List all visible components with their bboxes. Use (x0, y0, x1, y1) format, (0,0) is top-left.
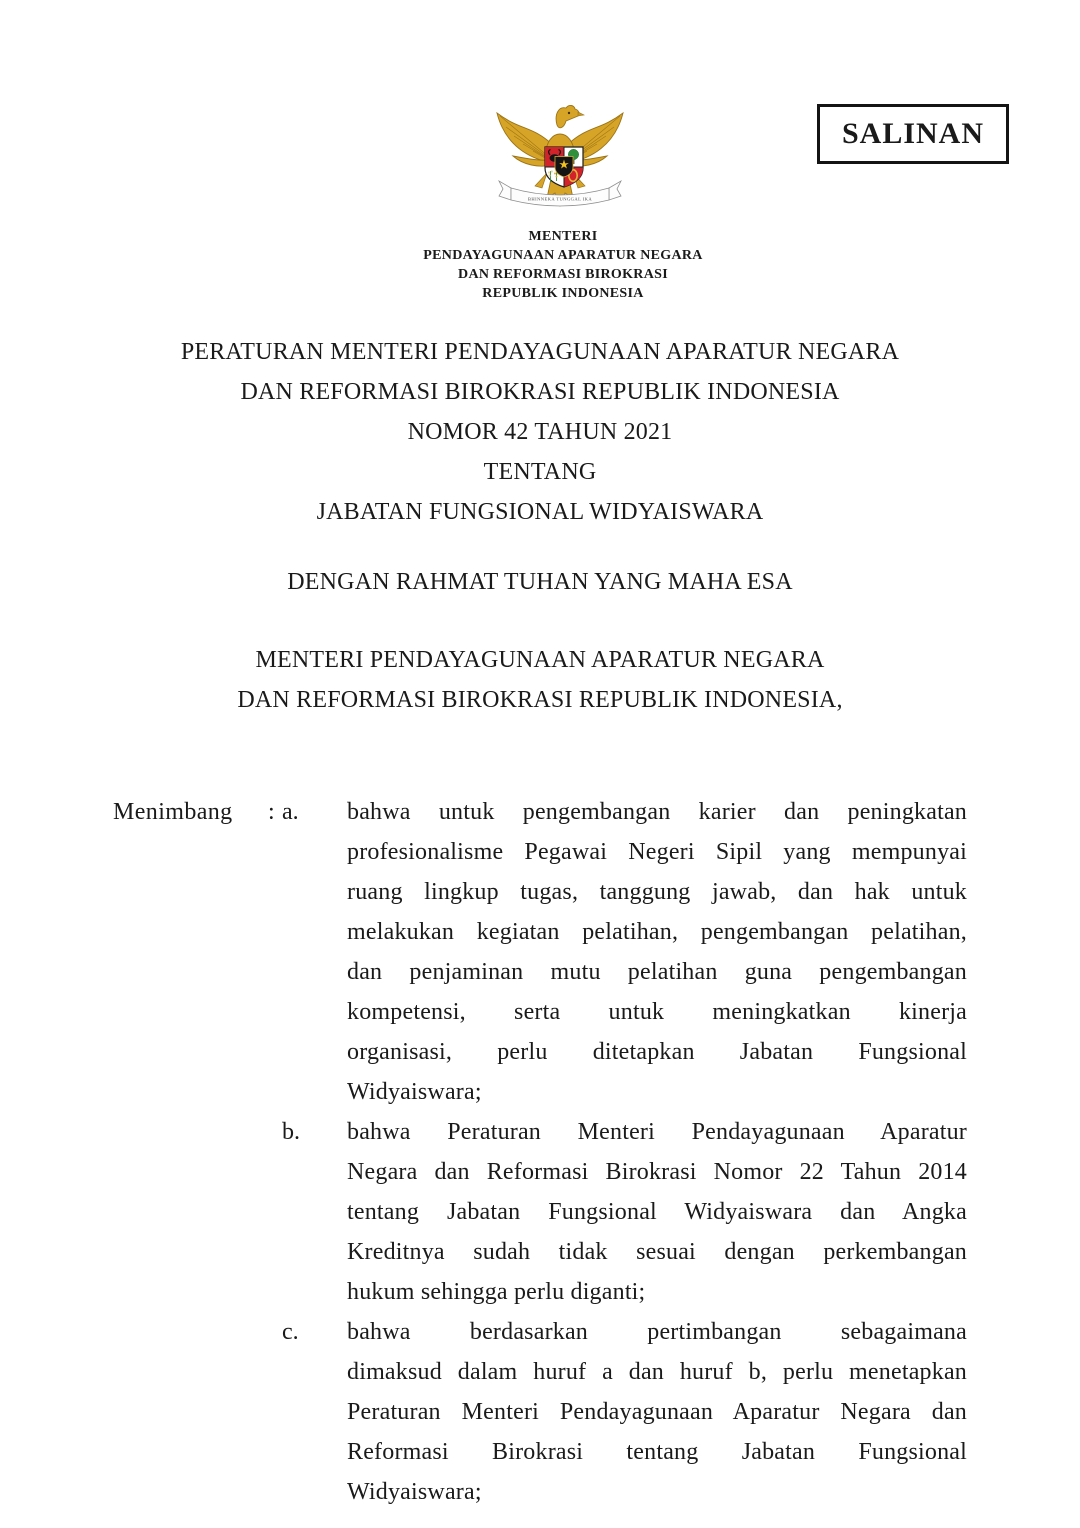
item-letter: b. (282, 1119, 300, 1145)
salinan-stamp (817, 104, 1009, 164)
item-text (347, 1312, 967, 1512)
text-line: melakukan kegiatan pelatihan, pengembangan pelatihan, (347, 919, 967, 945)
regulation-title (0, 332, 1080, 532)
text-line: Widyaiswara; (347, 1079, 482, 1105)
garuda-pancasila-icon (495, 101, 625, 213)
text-line: NOMOR 42 TAHUN 2021 (407, 419, 673, 445)
considering-colon: : (268, 799, 275, 825)
text-line: dimaksud dalam huruf a dan huruf b, perlu menetapkan (347, 1359, 967, 1385)
text-line: PENDAYAGUNAAN APARATUR NEGARA (423, 248, 703, 263)
text-line: MENTERI PENDAYAGUNAAN APARATUR NEGARA (255, 647, 825, 673)
text-line: DAN REFORMASI BIROKRASI (458, 267, 668, 282)
text-line: profesionalisme Pegawai Negeri Sipil yang mempunyai (347, 839, 967, 865)
text-line: dan penjaminan mutu pelatihan guna pengembangan (347, 959, 967, 985)
text-line: TENTANG (483, 459, 597, 485)
invocation-line: DENGAN RAHMAT TUHAN YANG MAHA ESA (287, 569, 793, 595)
text-line: bahwa Peraturan Menteri Pendayagunaan Aparatur (347, 1119, 967, 1145)
considering-items (282, 792, 967, 1512)
ministry-letterhead (63, 227, 1063, 303)
text-line: tentang Jabatan Fungsional Widyaiswara dan Angka (347, 1199, 967, 1225)
considering-label: Menimbang (113, 799, 233, 825)
garuda-pancasila-emblem (495, 101, 625, 213)
considering-item-b (282, 1112, 967, 1312)
text-line: ruang lingkup tugas, tanggung jawab, dan hak untuk (347, 879, 967, 905)
garuda-head (556, 105, 584, 127)
considering-section (113, 792, 967, 1512)
text-line: Widyaiswara; (347, 1479, 482, 1505)
authority-block (0, 640, 1080, 720)
item-letter: a. (282, 799, 299, 825)
text-line: REPUBLIK INDONESIA (482, 286, 644, 301)
text-line: bahwa untuk pengembangan karier dan peningkatan (347, 799, 967, 825)
text-line: Peraturan Menteri Pendayagunaan Aparatur Negara dan (347, 1399, 967, 1425)
text-line: kompetensi, serta untuk meningkatkan kinerja (347, 999, 967, 1025)
text-line: Negara dan Reformasi Birokrasi Nomor 22 Tahun 2014 (347, 1159, 967, 1185)
invocation-block (0, 562, 1080, 602)
item-text (347, 1112, 967, 1312)
text-line: Kreditnya sudah tidak sesuai dengan perkembangan (347, 1239, 967, 1265)
text-line: JABATAN FUNGSIONAL WIDYAISWARA (316, 499, 764, 525)
text-line: hukum sehingga perlu diganti; (347, 1279, 646, 1305)
emblem-motto: BHINNEKA TUNGGAL IKA (527, 196, 593, 202)
text-line: MENTERI (528, 229, 598, 244)
text-line: bahwa berdasarkan pertimbangan sebagaimana (347, 1319, 967, 1345)
text-line: organisasi, perlu ditetapkan Jabatan Fungsional (347, 1039, 967, 1065)
text-line: DAN REFORMASI BIROKRASI REPUBLIK INDONESIA (240, 379, 840, 405)
considering-item-c (282, 1312, 967, 1512)
text-line: PERATURAN MENTERI PENDAYAGUNAAN APARATUR NEGARA (180, 339, 900, 365)
considering-item-a (282, 792, 967, 1112)
text-line: Reformasi Birokrasi tentang Jabatan Fungsional (347, 1439, 967, 1465)
salinan-label: SALINAN (841, 117, 985, 150)
item-text (347, 792, 967, 1112)
text-line: DAN REFORMASI BIROKRASI REPUBLIK INDONESIA, (237, 687, 843, 713)
item-letter: c. (282, 1319, 299, 1345)
